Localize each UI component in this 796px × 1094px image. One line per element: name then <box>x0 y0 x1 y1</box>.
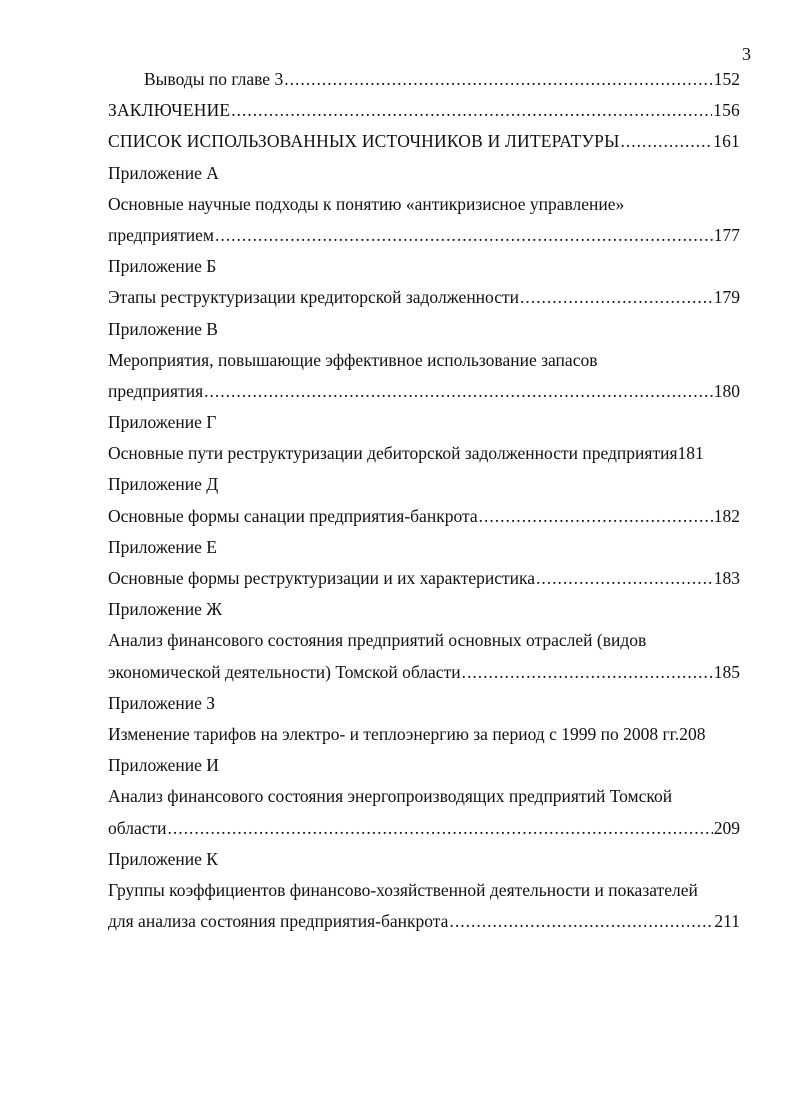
dot-leader <box>479 501 713 532</box>
toc-page-number: 185 <box>713 661 740 682</box>
toc-entry-appendix-z <box>108 719 740 750</box>
dot-leader <box>168 813 713 844</box>
dot-leader <box>621 126 713 157</box>
toc-entry-appendix-d <box>108 501 740 532</box>
appendix-title-line: Изменение тарифов на электро- и теплоэнергию за период с 1999 по 2008 гг. <box>108 723 680 744</box>
appendix-title-line: Основные научные подходы к понятию «антикризисное управление» <box>108 193 625 214</box>
toc-entry-appendix-b <box>108 282 740 313</box>
toc-page-number: 177 <box>713 224 740 245</box>
toc-page-number: 208 <box>679 723 706 744</box>
appendix-title-line: Основные пути реструктуризации дебиторской задолженности предприятия <box>108 443 678 464</box>
toc-entry-appendix-g <box>108 438 740 469</box>
appendix-title-line: Анализ финансового состояния энергопроизводящих предприятий Томской <box>108 786 673 807</box>
toc-entry-appendix-i <box>108 813 740 844</box>
toc-entry-appendix-a <box>108 220 740 251</box>
appendix-label: Приложение Б <box>108 256 217 277</box>
appendix-title-line: для анализа состояния предприятия-банкрота <box>108 911 449 932</box>
dot-leader <box>231 95 712 126</box>
toc-page-number: 156 <box>713 100 740 121</box>
toc-entry-title: ЗАКЛЮЧЕНИЕ <box>108 100 231 121</box>
toc-entry-appendix-e <box>108 563 740 594</box>
appendix-label: Приложение Е <box>108 536 217 557</box>
toc-page-number: 161 <box>713 131 740 152</box>
toc-entry-sources <box>108 126 740 157</box>
dot-leader <box>536 563 713 594</box>
appendix-title-line: Мероприятия, повышающие эффективное использование запасов <box>108 349 598 370</box>
toc-page-number: 209 <box>713 817 740 838</box>
toc-page-number: 181 <box>677 443 704 464</box>
appendix-label: Приложение Ж <box>108 599 222 620</box>
toc-page-number: 211 <box>714 911 740 932</box>
appendix-label: Приложение А <box>108 162 219 183</box>
dot-leader <box>284 64 713 95</box>
appendix-title-line: предприятием <box>108 224 214 245</box>
toc-entry-title: Выводы по главе 3 <box>144 69 284 89</box>
appendix-title-line: предприятия <box>108 380 204 401</box>
dot-leader <box>462 657 713 688</box>
toc-page-number: 179 <box>713 287 740 308</box>
page-number: 3 <box>742 44 751 64</box>
toc-page-number: 180 <box>713 380 740 401</box>
toc-page-number: 152 <box>713 69 740 89</box>
appendix-title-line: Основные формы санации предприятия-банкрота <box>108 505 478 526</box>
appendix-label: Приложение В <box>108 318 218 339</box>
appendix-label: Приложение З <box>108 692 216 713</box>
dot-leader <box>520 282 713 313</box>
appendix-title-line: Анализ финансового состояния предприятий основных отраслей (видов <box>108 630 647 651</box>
toc-page-number: 182 <box>713 505 740 526</box>
appendix-title-line: области <box>108 817 167 838</box>
toc-entry-appendix-v <box>108 376 740 407</box>
appendix-label: Приложение Г <box>108 412 217 433</box>
dot-leader <box>215 220 713 251</box>
appendix-title-line: Основные формы реструктуризации и их характеристика <box>108 568 536 588</box>
appendix-title-line: экономической деятельности) Томской области <box>108 661 461 682</box>
toc-entry-title: СПИСОК ИСПОЛЬЗОВАННЫХ ИСТОЧНИКОВ И ЛИТЕРАТУРЫ <box>108 131 620 152</box>
appendix-label: Приложение Д <box>108 474 219 495</box>
toc-entry-conclusion <box>108 95 740 126</box>
toc-page-number: 183 <box>713 568 740 588</box>
dot-leader <box>204 376 713 407</box>
appendix-title-line: Группы коэффициентов финансово-хозяйственной деятельности и показателей <box>108 879 698 900</box>
appendix-label: Приложение И <box>108 755 219 776</box>
table-of-contents <box>108 64 740 937</box>
appendix-label: Приложение К <box>108 848 218 869</box>
appendix-title-line: Этапы реструктуризации кредиторской задолженности <box>108 287 520 308</box>
toc-entry-appendix-zh <box>108 657 740 688</box>
toc-entry-conclusions-chapter-3 <box>108 64 740 95</box>
toc-entry-appendix-k <box>108 906 740 937</box>
dot-leader <box>449 906 713 937</box>
